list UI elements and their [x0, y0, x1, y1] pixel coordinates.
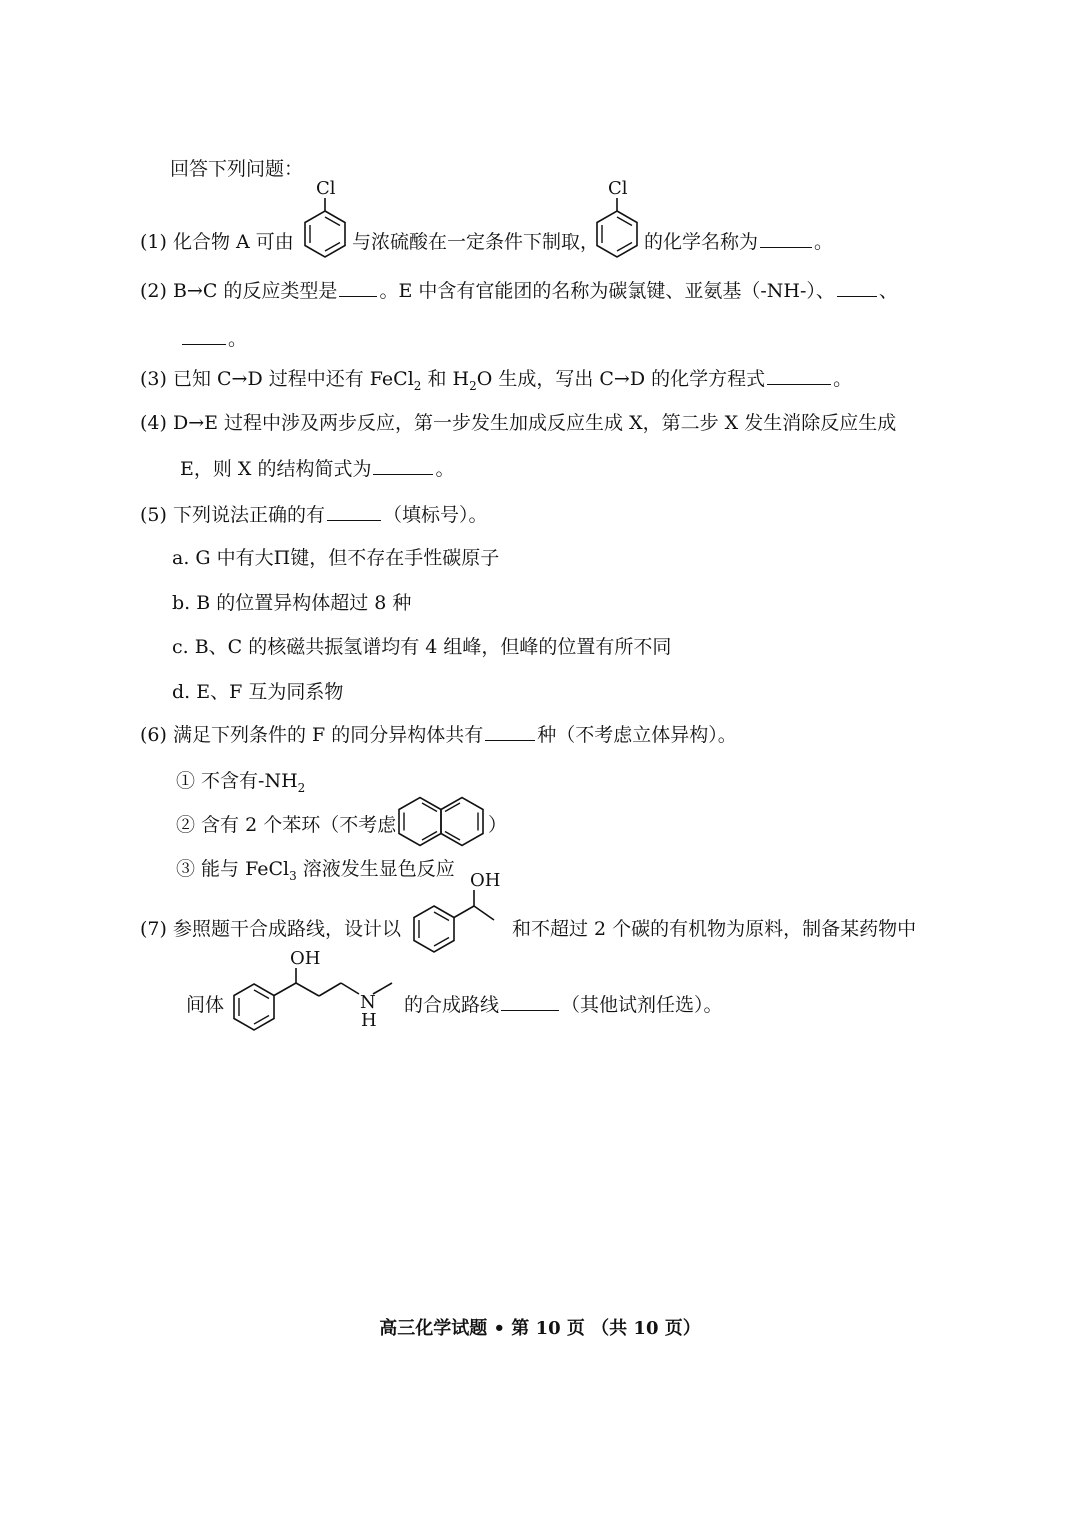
q7-route-blank[interactable]: [501, 992, 559, 1011]
q3-text-3: O 生成，写出 C→D 的化学方程式: [476, 368, 766, 390]
q6-condition-2: [176, 812, 396, 838]
q4-text-2: E，则 X 的结构简式为: [180, 458, 372, 480]
q1-text-1: 化合物 A 可由: [172, 231, 294, 253]
q2-text-3: 、: [878, 280, 898, 302]
q2-number: (2): [140, 280, 167, 302]
question-4-cont: [180, 456, 455, 482]
chlorobenzene-structure-1: [298, 176, 358, 256]
chlorobenzene-structure-2: [588, 176, 648, 256]
q1-text-3-line: [644, 229, 833, 255]
q7-text-5: （其他试剂任选）。: [561, 994, 723, 1016]
q6-condition-1-text: ① 不含有-NH: [176, 770, 298, 792]
q4-end: 。: [435, 458, 455, 480]
q6-condition-3-sub: 3: [289, 868, 297, 883]
q7-text-3: 间体: [186, 994, 225, 1016]
q1-text-2: 与浓硫酸在一定条件下制取，: [352, 231, 600, 253]
q6-condition-3-text-2: 溶液发生显色反应: [296, 858, 455, 880]
q5-text-1: 下列说法正确的有: [172, 504, 325, 526]
q3-end: 。: [833, 368, 853, 390]
phenylethanol-structure: [408, 868, 508, 958]
q6-condition-3-text-1: ③ 能与 FeCl: [176, 858, 290, 880]
question-7: [140, 916, 401, 942]
question-5: [140, 502, 488, 528]
question-4: [140, 410, 896, 436]
q4-structure-blank[interactable]: [373, 456, 433, 475]
question-1: [140, 229, 294, 255]
q4-text-1: D→E 过程中涉及两步反应，第一步发生加成反应生成 X，第二步 X 发生消除反应生成: [172, 412, 897, 434]
q3-number: (3): [140, 368, 167, 390]
q6-condition-2-text: ② 含有 2 个苯环（不考虑: [176, 814, 397, 836]
q3-sub-1: 2: [413, 378, 422, 393]
q6-count-blank[interactable]: [485, 722, 535, 741]
question-6: [140, 722, 737, 748]
q4-number: (4): [140, 412, 167, 434]
q6-condition-1: [176, 768, 305, 801]
q2-text-2: 。E 中含有官能团的名称为碳氯键、亚氨基（-NH-）、: [379, 280, 835, 302]
hydroxyl-label-1: OH: [470, 870, 501, 891]
q5-answer-blank[interactable]: [327, 502, 381, 521]
nitrogen-label: N: [360, 992, 376, 1013]
q2-text-1: B→C 的反应类型是: [172, 280, 338, 302]
q6-condition-2-close: ）: [488, 814, 508, 836]
q1-end: 。: [814, 231, 834, 253]
q7-text-1: 参照题干合成路线，设计以: [172, 918, 401, 940]
q3-sub-2: 2: [469, 378, 477, 393]
q5-text-2: （填标号）。: [382, 504, 488, 526]
q3-equation-blank[interactable]: [767, 366, 831, 385]
q7-route-line: [404, 992, 723, 1018]
nitrogen-hydrogen-label: H: [361, 1010, 377, 1031]
q5-option-d: d. E、F 互为同系物: [172, 681, 344, 703]
q2-end: 。: [228, 328, 248, 350]
chlorine-label-2: Cl: [608, 178, 628, 199]
q6-number: (6): [140, 724, 167, 746]
intro-text: 回答下列问题：: [170, 158, 304, 180]
q3-text-1: 已知 C→D 过程中还有 FeCl: [172, 368, 414, 390]
question-2: [140, 278, 898, 304]
q1-number: (1): [140, 231, 167, 253]
q6-condition-1-sub: 2: [297, 780, 306, 795]
q7-text-4: 的合成路线: [404, 994, 500, 1016]
q6-text-1: 满足下列条件的 F 的同分异构体共有: [172, 724, 484, 746]
q1-text-3: 的化学名称为: [644, 231, 759, 253]
q7-number: (7): [140, 918, 167, 940]
q1-answer-blank[interactable]: [760, 229, 812, 248]
q5-option-a: a. G 中有大Π键，但不存在手性碳原子: [172, 547, 500, 569]
naphthalene-structure: [394, 797, 494, 847]
q6-text-2: 种（不考虑立体异构）。: [537, 724, 737, 746]
target-intermediate-structure: [226, 946, 406, 1046]
q2-group-blank-1[interactable]: [837, 278, 877, 297]
q5-option-b: b. B 的位置异构体超过 8 种: [172, 592, 412, 614]
question-3: [140, 366, 852, 399]
chlorine-label-1: Cl: [316, 178, 336, 199]
q7-text-2: 和不超过 2 个碳的有机物为原料，制备某药物中: [512, 918, 917, 940]
q2-group-blank-2[interactable]: [182, 326, 226, 345]
hydroxyl-label-2: OH: [290, 948, 321, 969]
q5-option-c: c. B、C 的核磁共振氢谱均有 4 组峰，但峰的位置有所不同: [172, 636, 672, 658]
q2-reaction-type-blank[interactable]: [339, 278, 377, 297]
question-2-cont: [180, 326, 247, 352]
q3-text-2: 和 H: [421, 368, 470, 390]
page-footer: 高三化学试题 • 第 10 页 （共 10 页）: [379, 1318, 701, 1339]
q5-number: (5): [140, 504, 167, 526]
